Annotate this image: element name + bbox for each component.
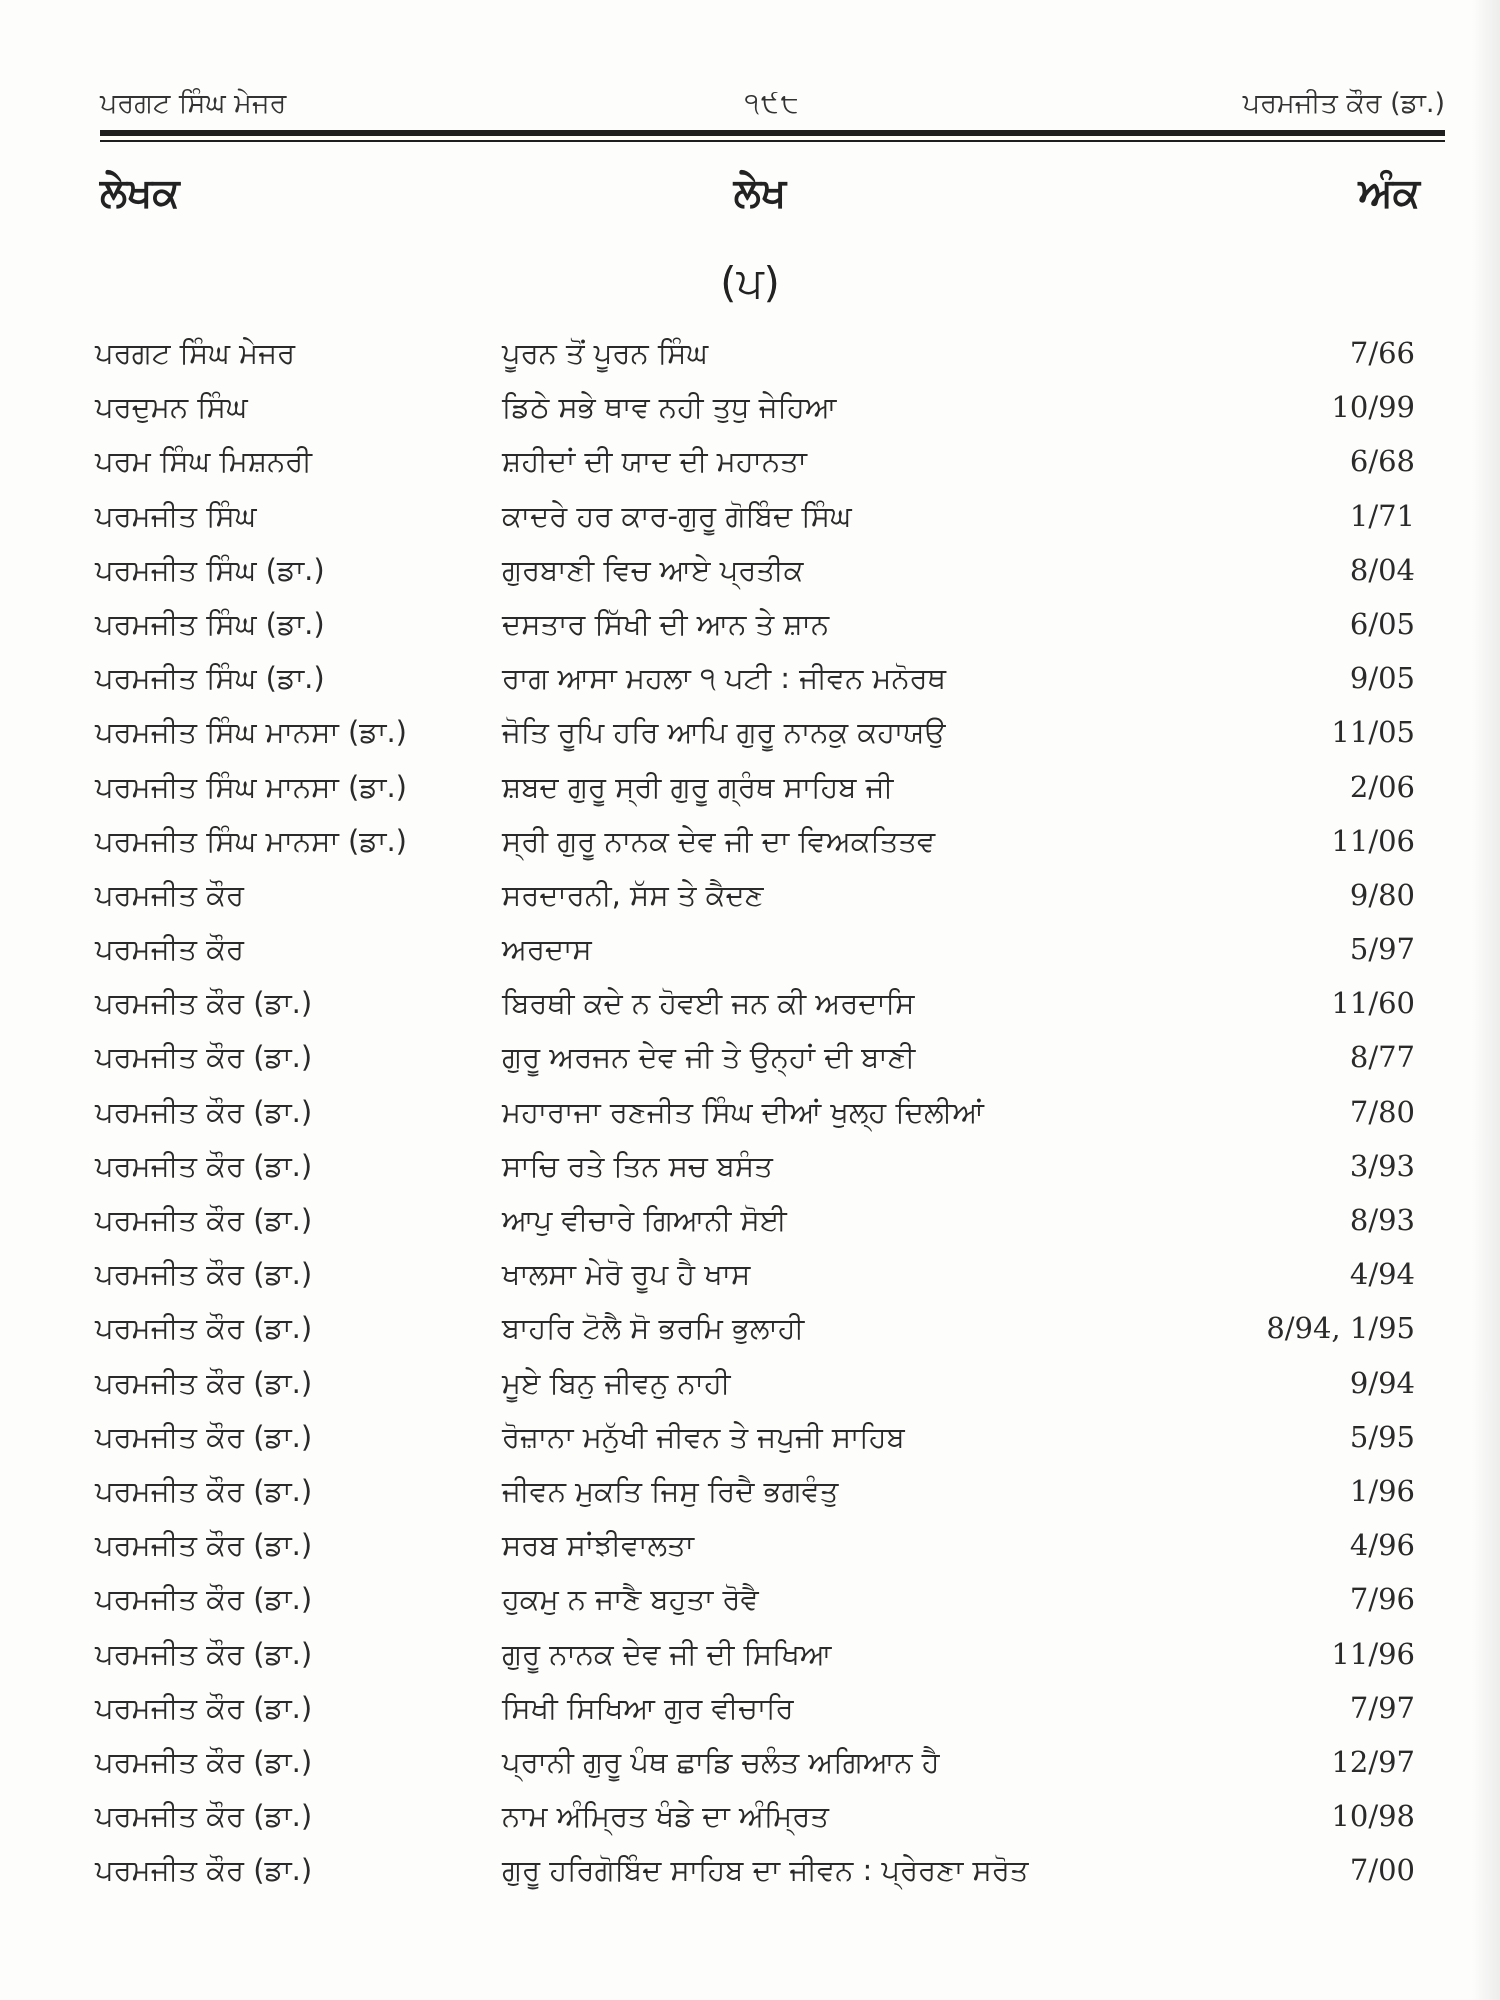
- entry-issue: 11/06: [1331, 823, 1415, 858]
- entry-issue: 7/66: [1349, 336, 1415, 370]
- entry-article: ਗੁਰੂ ਨਾਨਕ ਦੇਵ ਜੀ ਦੀ ਸਿਖਿਆ: [502, 1636, 832, 1671]
- entry-issue: 4/96: [1349, 1528, 1415, 1563]
- entry-author: ਪਰਮਜੀਤ ਕੌਰ (ਡਾ.): [95, 1203, 313, 1237]
- entry-issue: 9/80: [1349, 877, 1415, 912]
- entry-issue: 5/97: [1349, 932, 1415, 967]
- entry-article: ਸਰਬ ਸਾਂਝੀਵਾਲਤਾ: [502, 1528, 695, 1563]
- entry-article: ਸਾਚਿ ਰਤੇ ਤਿਨ ਸਚ ਬਸੰਤ: [502, 1148, 773, 1183]
- entry-issue: 6/05: [1349, 606, 1415, 641]
- entry-author: ਪਰਮਜੀਤ ਕੌਰ (ਡਾ.): [95, 1040, 313, 1075]
- index-entry-row: [95, 1843, 1415, 1897]
- index-entry-row: [95, 868, 1415, 922]
- column-headings: [100, 170, 1420, 230]
- header-rule-thick: [100, 130, 1445, 136]
- entry-author: ਪਰਦੁਮਨ ਸਿੰਘ: [95, 390, 248, 425]
- entry-article: ਸ਼ਹੀਦਾਂ ਦੀ ਯਾਦ ਦੀ ਮਹਾਨਤਾ: [502, 444, 807, 479]
- entry-article: ਗੁਰੂ ਅਰਜਨ ਦੇਵ ਜੀ ਤੇ ਉਨ੍ਹਾਂ ਦੀ ਬਾਣੀ: [502, 1040, 916, 1075]
- entry-article: ਮਹਾਰਾਜਾ ਰਣਜੀਤ ਸਿੰਘ ਦੀਆਂ ਖੁਲ੍ਹ ਦਿਲੀਆਂ: [502, 1094, 984, 1129]
- entry-issue: 1/96: [1349, 1473, 1415, 1508]
- entry-author: ਪਰਮਜੀਤ ਸਿੰਘ (ਡਾ.): [95, 552, 325, 587]
- entry-author: ਪਰਮਜੀਤ ਕੌਰ (ਡਾ.): [95, 1528, 313, 1563]
- entry-issue: 3/93: [1349, 1148, 1415, 1183]
- entry-article: ਡਿਠੇ ਸਭੇ ਥਾਵ ਨਹੀ ਤੁਧੁ ਜੇਹਿਆ: [502, 390, 837, 425]
- entry-author: ਪਰਮਜੀਤ ਕੌਰ (ਡਾ.): [95, 1148, 313, 1183]
- entry-author: ਪਰਮਜੀਤ ਸਿੰਘ (ਡਾ.): [95, 606, 325, 641]
- entry-author: ਪਰਮਜੀਤ ਕੌਰ (ਡਾ.): [95, 1853, 313, 1888]
- entry-article: ਕਾਦਰੇ ਹਰ ਕਾਰ-ਗੁਰੂ ਗੋਬਿੰਦ ਸਿੰਘ: [502, 498, 852, 533]
- header-rule-thin: [100, 140, 1445, 142]
- entry-issue: 7/80: [1349, 1094, 1415, 1129]
- entry-author: ਪਰਮਜੀਤ ਸਿੰਘ ਮਾਨਸਾ (ਡਾ.): [95, 823, 407, 858]
- entry-article: ਜੀਵਨ ਮੁਕਤਿ ਜਿਸੁ ਰਿਦੈ ਭਗਵੰਤੁ: [502, 1473, 839, 1508]
- entry-author: ਪਰਮਜੀਤ ਕੌਰ (ਡਾ.): [95, 1257, 313, 1292]
- index-entry-row: [95, 1518, 1415, 1572]
- index-entry-row: [95, 1681, 1415, 1735]
- entry-issue: 8/94, 1/95: [1266, 1311, 1415, 1346]
- entry-author: ਪਰਮਜੀਤ ਸਿੰਘ ਮਾਨਸਾ (ਡਾ.): [95, 769, 407, 804]
- header-left-author: ਪਰਗਟ ਸਿੰਘ ਮੇਜਰ: [100, 88, 287, 119]
- entry-issue: 11/96: [1331, 1636, 1415, 1671]
- entry-article: ਬਿਰਥੀ ਕਦੇ ਨ ਹੋਵਈ ਜਨ ਕੀ ਅਰਦਾਸਿ: [502, 986, 915, 1021]
- entry-issue: 7/00: [1349, 1853, 1415, 1888]
- entry-issue: 2/06: [1349, 769, 1415, 804]
- index-entry-row: [95, 543, 1415, 597]
- entry-issue: 8/04: [1349, 552, 1415, 587]
- entry-article: ਆਪੁ ਵੀਚਾਰੇ ਗਿਆਨੀ ਸੋਈ: [502, 1203, 787, 1237]
- entry-issue: 10/99: [1331, 390, 1415, 425]
- index-entry-row: [95, 380, 1415, 434]
- index-entry-row: [95, 489, 1415, 543]
- entry-author: ਪਰਮਜੀਤ ਕੌਰ (ਡਾ.): [95, 1365, 313, 1400]
- column-heading-article: ਲੇਖ: [733, 170, 787, 216]
- index-entry-row: [95, 922, 1415, 976]
- index-entries: [95, 326, 1415, 1897]
- entry-issue: 12/97: [1331, 1744, 1415, 1779]
- index-entry-row: [95, 1247, 1415, 1301]
- index-entry-row: [95, 1572, 1415, 1626]
- entry-article: ਸਰਦਾਰਨੀ, ਸੱਸ ਤੇ ਕੈਦਣ: [502, 877, 764, 912]
- entry-issue: 6/68: [1349, 444, 1415, 479]
- entry-author: ਪਰਮਜੀਤ ਕੌਰ (ਡਾ.): [95, 1311, 313, 1346]
- index-entry-row: [95, 1301, 1415, 1355]
- entry-author: ਪਰਮਜੀਤ ਕੌਰ (ਡਾ.): [95, 1690, 313, 1725]
- index-entry-row: [95, 1789, 1415, 1843]
- entry-article: ਦਸਤਾਰ ਸਿੱਖੀ ਦੀ ਆਨ ਤੇ ਸ਼ਾਨ: [502, 606, 830, 641]
- entry-article: ਅਰਦਾਸ: [502, 932, 592, 967]
- entry-article: ਬਾਹਰਿ ਟੋਲੈ ਸੋ ਭਰਮਿ ਭੁਲਾਹੀ: [502, 1311, 805, 1346]
- entry-article: ਪ੍ਰਾਨੀ ਗੁਰੂ ਪੰਥ ਛਾਡਿ ਚਲੰਤ ਅਗਿਆਨ ਹੈ: [502, 1744, 940, 1779]
- entry-issue: 9/94: [1349, 1365, 1415, 1400]
- entry-author: ਪਰਮਜੀਤ ਕੌਰ (ਡਾ.): [95, 1744, 313, 1779]
- entry-issue: 11/60: [1331, 986, 1415, 1021]
- index-entry-row: [95, 597, 1415, 651]
- entry-author: ਪਰਮਜੀਤ ਕੌਰ (ਡਾ.): [95, 1582, 313, 1617]
- index-entry-row: [95, 1735, 1415, 1789]
- entry-issue: 9/05: [1349, 661, 1415, 696]
- entry-article: ਮੂਏ ਬਿਨੁ ਜੀਵਨੁ ਨਾਹੀ: [502, 1365, 731, 1400]
- running-header: [100, 88, 1445, 128]
- entry-article: ਖਾਲਸਾ ਮੇਰੋ ਰੂਪ ਹੈ ਖਾਸ: [502, 1257, 751, 1292]
- entry-article: ਗੁਰਬਾਣੀ ਵਿਚ ਆਏ ਪ੍ਰਤੀਕ: [502, 552, 804, 587]
- entry-article: ਸ਼ਬਦ ਗੁਰੂ ਸ੍ਰੀ ਗੁਰੂ ਗ੍ਰੰਥ ਸਾਹਿਬ ਜੀ: [502, 769, 894, 804]
- index-entry-row: [95, 1356, 1415, 1410]
- index-entry-row: [95, 1030, 1415, 1084]
- entry-article: ਨਾਮ ਅੰਮ੍ਰਿਤ ਖੰਡੇ ਦਾ ਅੰਮ੍ਰਿਤ: [502, 1799, 829, 1834]
- index-entry-row: [95, 760, 1415, 814]
- index-entry-row: [95, 1410, 1415, 1464]
- entry-issue: 7/97: [1349, 1690, 1415, 1725]
- entry-author: ਪਰਗਟ ਸਿੰਘ ਮੇਜਰ: [95, 336, 296, 370]
- entry-article: ਰਾਗ ਆਸਾ ਮਹਲਾ ੧ ਪਟੀ : ਜੀਵਨ ਮਨੋਰਥ: [502, 661, 946, 696]
- section-letter: (ਪ): [720, 258, 780, 307]
- page-number: ੧੯੮: [744, 88, 801, 119]
- entry-article: ਹੁਕਮੁ ਨ ਜਾਣੈ ਬਹੁਤਾ ਰੋਵੈ: [502, 1582, 759, 1617]
- entry-article: ਸ੍ਰੀ ਗੁਰੂ ਨਾਨਕ ਦੇਵ ਜੀ ਦਾ ਵਿਅਕਤਿਤਵ: [502, 823, 936, 858]
- entry-author: ਪਰਮਜੀਤ ਕੌਰ (ਡਾ.): [95, 1419, 313, 1454]
- entry-issue: 1/71: [1349, 498, 1415, 533]
- entry-issue: 8/77: [1349, 1040, 1415, 1075]
- index-entry-row: [95, 705, 1415, 759]
- entry-author: ਪਰਮਜੀਤ ਕੌਰ (ਡਾ.): [95, 1636, 313, 1671]
- entry-article: ਗੁਰੂ ਹਰਿਗੋਬਿੰਦ ਸਾਹਿਬ ਦਾ ਜੀਵਨ : ਪ੍ਰੇਰਣਾ ਸਰੋਤ: [502, 1853, 1029, 1888]
- index-entry-row: [95, 326, 1415, 380]
- index-entry-row: [95, 1139, 1415, 1193]
- index-entry-row: [95, 651, 1415, 705]
- entry-article: ਜੋਤਿ ਰੂਪਿ ਹਰਿ ਆਪਿ ਗੁਰੂ ਨਾਨਕੁ ਕਹਾਯਉ: [502, 715, 946, 750]
- entry-article: ਪੂਰਨ ਤੋਂ ਪੂਰਨ ਸਿੰਘ: [502, 336, 709, 370]
- index-entry-row: [95, 814, 1415, 868]
- column-heading-issue: ਅੰਕ: [1358, 170, 1420, 216]
- entry-issue: 4/94: [1349, 1257, 1415, 1292]
- entry-author: ਪਰਮਜੀਤ ਕੌਰ (ਡਾ.): [95, 1473, 313, 1508]
- entry-author: ਪਰਮਜੀਤ ਸਿੰਘ (ਡਾ.): [95, 661, 325, 696]
- entry-author: ਪਰਮਜੀਤ ਕੌਰ (ਡਾ.): [95, 1094, 313, 1129]
- entry-author: ਪਰਮਜੀਤ ਕੌਰ: [95, 877, 244, 912]
- entry-author: ਪਰਮ ਸਿੰਘ ਮਿਸ਼ਨਰੀ: [95, 444, 312, 479]
- entry-article: ਸਿਖੀ ਸਿਖਿਆ ਗੁਰ ਵੀਚਾਰਿ: [502, 1690, 794, 1725]
- entry-issue: 10/98: [1331, 1799, 1415, 1834]
- index-entry-row: [95, 1627, 1415, 1681]
- entry-issue: 11/05: [1331, 715, 1415, 750]
- index-entry-row: [95, 434, 1415, 488]
- entry-author: ਪਰਮਜੀਤ ਕੌਰ: [95, 932, 244, 967]
- header-right-author: ਪਰਮਜੀਤ ਕੌਰ (ਡਾ.): [1242, 88, 1445, 119]
- entry-issue: 7/96: [1349, 1582, 1415, 1617]
- entry-issue: 8/93: [1349, 1203, 1415, 1237]
- index-entry-row: [95, 1193, 1415, 1247]
- entry-author: ਪਰਮਜੀਤ ਕੌਰ (ਡਾ.): [95, 986, 313, 1021]
- index-entry-row: [95, 976, 1415, 1030]
- column-heading-author: ਲੇਖਕ: [100, 170, 180, 216]
- page-edge-shadow: [1472, 0, 1500, 2000]
- entry-author: ਪਰਮਜੀਤ ਸਿੰਘ ਮਾਨਸਾ (ਡਾ.): [95, 715, 407, 750]
- index-entry-row: [95, 1464, 1415, 1518]
- index-entry-row: [95, 1085, 1415, 1139]
- entry-author: ਪਰਮਜੀਤ ਕੌਰ (ਡਾ.): [95, 1799, 313, 1834]
- entry-article: ਰੋਜ਼ਾਨਾ ਮਨੁੱਖੀ ਜੀਵਨ ਤੇ ਜਪੁਜੀ ਸਾਹਿਬ: [502, 1419, 905, 1454]
- entry-issue: 5/95: [1349, 1419, 1415, 1454]
- entry-author: ਪਰਮਜੀਤ ਸਿੰਘ: [95, 498, 257, 533]
